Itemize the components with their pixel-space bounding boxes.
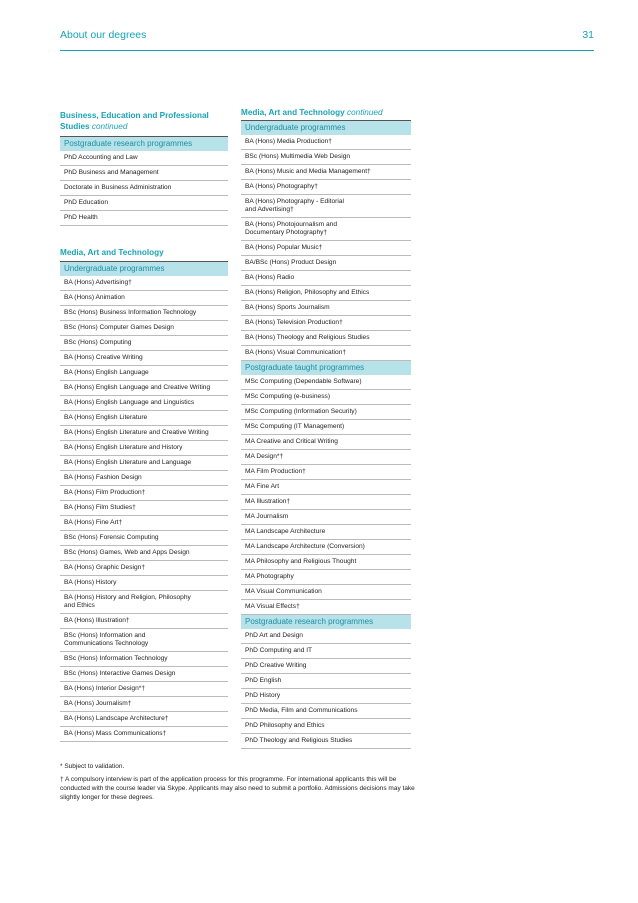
programme-item-line: BA (Hons) Music and Media Management† (245, 168, 371, 175)
programme-item-line: BA (Hons) English Literature and Creative Writing (64, 429, 209, 436)
programme-item (241, 331, 411, 346)
programme-item-line: BA (Hons) English Language and Linguistics (64, 399, 195, 406)
programme-item: PhD Art and Design (241, 629, 411, 644)
programme-item (241, 180, 411, 195)
programme-item-line: BSc (Hons) Computer Games Design (64, 324, 174, 331)
programme-item (241, 301, 411, 316)
programme-item: MA Visual Communication (241, 585, 411, 600)
media-section-heading-continued (241, 104, 411, 120)
programme-item-line: BA (Hons) Advertising† (64, 279, 132, 286)
programme-item: PhD Education (60, 196, 228, 211)
programme-item-line: BA (Hons) Illustration† (64, 617, 130, 624)
programme-item: MSc Computing (Information Security) (241, 405, 411, 420)
programme-item: MA Journalism (241, 510, 411, 525)
programme-item-line: BA (Hons) Photography† (245, 183, 318, 190)
programme-item: MA Film Production† (241, 465, 411, 480)
programme-item-line: BA (Hons) Graphic Design† (64, 564, 145, 571)
programme-item (60, 381, 228, 396)
programme-item-line: and Advertising† (245, 206, 294, 213)
programme-item-line: Documentary Photography† (245, 229, 328, 236)
programme-item-line: BA (Hons) English Literature and History (64, 444, 183, 451)
programme-item-line: BA (Hons) Photography - Editorial (245, 198, 344, 205)
programme-item-line: BA (Hons) Animation (64, 294, 125, 301)
programme-item (60, 426, 228, 441)
programme-item (60, 456, 228, 471)
programme-item: PhD Theology and Religious Studies (241, 734, 411, 749)
programme-item-line: BSc (Hons) Business Information Technology (64, 309, 197, 316)
programme-item: MA Landscape Architecture (Conversion) (241, 540, 411, 555)
programme-item (60, 471, 228, 486)
programme-item (60, 667, 228, 682)
programme-item (60, 336, 228, 351)
programme-item: MA Design*† (241, 450, 411, 465)
postgraduate-research-list (241, 629, 411, 749)
programme-item (241, 316, 411, 331)
programme-item (60, 396, 228, 411)
programme-item (60, 652, 228, 667)
business-section-title: Business, Education and Professional Studies (60, 111, 209, 131)
programme-item: MA Creative and Critical Writing (241, 435, 411, 450)
programme-item (60, 531, 228, 546)
programme-item-line: BA (Hons) Photojournalism and (245, 221, 337, 228)
programme-item (60, 546, 228, 561)
footnote-interview: † A compulsory interview is part of the application process for this programme. For international applicants this will be conducted with the course leader via Skype. Applicants may also need to submit a portfolio. Admissions decisions may take slightly longer for these degrees. (60, 776, 415, 801)
programme-item (60, 629, 228, 652)
business-programme-list (60, 151, 228, 226)
programme-item (60, 576, 228, 591)
media-section-title: Media, Art and Technology (241, 108, 345, 117)
section-title: About our degrees (60, 29, 147, 41)
programme-item (241, 150, 411, 165)
programme-item-line: BA (Hons) Mass Communications† (64, 730, 167, 737)
programme-item-line: BA (Hons) English Literature and Language (64, 459, 192, 466)
left-column (60, 104, 228, 742)
programme-item-line: BA (Hons) Fashion Design (64, 474, 142, 481)
programme-item-line: BA (Hons) Popular Music† (245, 244, 323, 251)
programme-item: PhD Business and Management (60, 166, 228, 181)
programme-item-line: BA (Hons) Television Production† (245, 319, 343, 326)
programme-item (60, 712, 228, 727)
programme-item-line: BA (Hons) Interior Design*† (64, 685, 145, 692)
programme-item-line: Communications Technology (64, 640, 149, 647)
programme-item (60, 366, 228, 381)
programme-item: PhD Health (60, 211, 228, 226)
media-undergraduate-list (60, 276, 228, 742)
programme-item (241, 135, 411, 150)
programme-item: PhD History (241, 689, 411, 704)
programme-item-line: BSc (Hons) Computing (64, 339, 132, 346)
programme-item (60, 276, 228, 291)
programme-item (241, 165, 411, 180)
programme-item (60, 306, 228, 321)
postgraduate-taught-bar: Postgraduate taught programmes (241, 361, 411, 375)
programme-item: MA Illustration† (241, 495, 411, 510)
programme-item-line: BA (Hons) Visual Communication† (245, 349, 347, 356)
programme-item (60, 614, 228, 629)
programme-item-line: BA (Hons) Film Production† (64, 489, 146, 496)
programme-item-line: BA (Hons) Landscape Architecture† (64, 715, 169, 722)
programme-item (241, 286, 411, 301)
continued-label: continued (347, 108, 383, 117)
programme-item: MA Visual Effects† (241, 600, 411, 615)
programme-item-line: BA (Hons) English Literature (64, 414, 148, 421)
programme-item (60, 291, 228, 306)
undergraduate-bar: Undergraduate programmes (241, 121, 411, 135)
media-section-title: Media, Art and Technology (60, 248, 164, 257)
programme-item: PhD Computing and IT (241, 644, 411, 659)
business-section-heading (60, 104, 228, 136)
programme-item: Doctorate in Business Administration (60, 181, 228, 196)
postgraduate-research-bar: Postgraduate research programmes (241, 615, 411, 629)
programme-item-line: BA (Hons) History and Religion, Philosophy (64, 594, 191, 601)
programme-item (60, 501, 228, 516)
programme-item (60, 411, 228, 426)
programme-item-line: BA/BSc (Hons) Product Design (245, 259, 337, 266)
programme-item-line: BSc (Hons) Information and (64, 632, 146, 639)
programme-item: PhD Philosophy and Ethics (241, 719, 411, 734)
programme-item (60, 516, 228, 531)
programme-item (60, 486, 228, 501)
programme-item-line: and Ethics (64, 602, 95, 609)
programme-item-line: BA (Hons) Film Studies† (64, 504, 136, 511)
footnotes (60, 762, 420, 806)
programme-item: PhD Accounting and Law (60, 151, 228, 166)
programme-item (60, 591, 228, 614)
programme-item-line: BSc (Hons) Interactive Games Design (64, 670, 176, 677)
programme-item-line: BA (Hons) Religion, Philosophy and Ethics (245, 289, 370, 296)
undergraduate-bar: Undergraduate programmes (60, 262, 228, 276)
programme-item-line: BSc (Hons) Games, Web and Apps Design (64, 549, 190, 556)
programme-item-line: BA (Hons) Radio (245, 274, 295, 281)
programme-item: PhD English (241, 674, 411, 689)
programme-item-line: BSc (Hons) Information Technology (64, 655, 168, 662)
programme-item (60, 697, 228, 712)
programme-item (60, 321, 228, 336)
programme-item (241, 271, 411, 286)
footnote-validation: * Subject to validation. (60, 763, 125, 770)
programme-item: PhD Media, Film and Communications (241, 704, 411, 719)
programme-item-line: BA (Hons) Creative Writing (64, 354, 143, 361)
programme-item (60, 682, 228, 697)
continued-label: continued (91, 122, 128, 131)
programme-item: MSc Computing (IT Management) (241, 420, 411, 435)
programme-item-line: BA (Hons) English Language (64, 369, 149, 376)
programme-item (241, 241, 411, 256)
programme-item (60, 727, 228, 742)
programme-item (241, 346, 411, 361)
programme-item-line: BA (Hons) Theology and Religious Studies (245, 334, 370, 341)
page-header (60, 22, 594, 51)
programme-item (60, 351, 228, 366)
postgraduate-taught-list (241, 375, 411, 615)
programme-item (241, 218, 411, 241)
postgraduate-research-bar: Postgraduate research programmes (60, 137, 228, 151)
programme-item-line: BSc (Hons) Multimedia Web Design (245, 153, 351, 160)
programme-item-line: BA (Hons) Sports Journalism (245, 304, 330, 311)
media-undergraduate-list-continued (241, 135, 411, 361)
programme-item-line: BA (Hons) English Language and Creative Writing (64, 384, 211, 391)
programme-item: MA Photography (241, 570, 411, 585)
programme-item (60, 441, 228, 456)
programme-item (60, 561, 228, 576)
right-column (241, 104, 411, 749)
programme-item-line: BSc (Hons) Forensic Computing (64, 534, 159, 541)
programme-item-line: BA (Hons) Journalism† (64, 700, 132, 707)
programme-item: MSc Computing (Dependable Software) (241, 375, 411, 390)
programme-item: MA Landscape Architecture (241, 525, 411, 540)
page-number: 31 (582, 29, 594, 41)
programme-item: MA Fine Art (241, 480, 411, 495)
programme-item-line: BA (Hons) History (64, 579, 117, 586)
programme-item (241, 195, 411, 218)
programme-item: PhD Creative Writing (241, 659, 411, 674)
programme-item-line: BA (Hons) Media Production† (245, 138, 332, 145)
programme-item: MA Philosophy and Religious Thought (241, 555, 411, 570)
programme-item (241, 256, 411, 271)
programme-item: MSc Computing (e-business) (241, 390, 411, 405)
programme-item-line: BA (Hons) Fine Art† (64, 519, 123, 526)
